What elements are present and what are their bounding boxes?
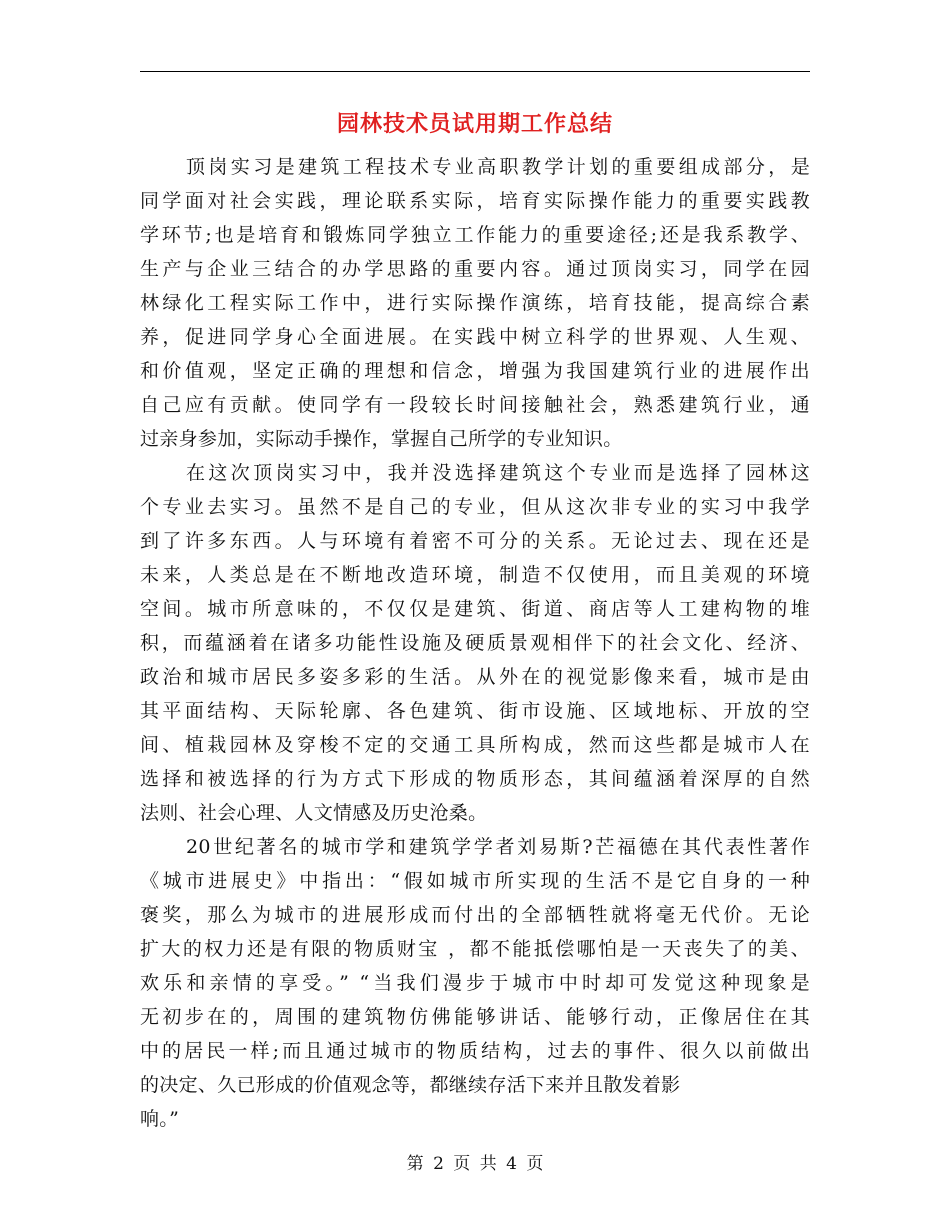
page-number-footer: 第 2 页 共 4 页 <box>406 1154 544 1174</box>
paragraph-2-line-2: 个专业去实习。虽然不是自己的专业，但从这次非专业的实习中我学 <box>140 496 810 518</box>
paragraph-1-line-5: 林绿化工程实际工作中，进行实际操作演练，培育技能，提高综合素 <box>140 292 810 314</box>
paragraph-2-line-3: 到了许多东西。人与环境有着密不可分的关系。无论过去、现在还是 <box>140 530 810 552</box>
paragraph-3-line-6: 无初步在的，周围的建筑物仿佛能够讲话、能够行动，正像居住在其 <box>140 1006 810 1028</box>
paragraph-3-line-2: 《城市进展史》中指出：“假如城市所实现的生活不是它自身的一种 <box>140 870 810 892</box>
paragraph-2-line-5: 空间。城市所意味的，不仅仅是建筑、街道、商店等人工建构物的堆 <box>140 598 810 620</box>
paragraph-2-line-1: 在这次顶岗实习中，我并没选择建筑这个专业而是选择了园林这 <box>186 462 810 484</box>
document-title: 园林技术员试用期工作总结 <box>336 111 613 137</box>
paragraph-2-line-9: 间、植栽园林及穿梭不定的交通工具所构成，然而这些都是城市人在 <box>140 734 810 756</box>
paragraph-2-line-7: 政治和城市居民多姿多彩的生活。从外在的视觉影像来看，城市是由 <box>140 666 810 688</box>
paragraph-3-line-9: 响。” <box>140 1108 180 1130</box>
paragraph-2-line-8: 其平面结构、天际轮廓、各色建筑、街市设施、区域地标、开放的空 <box>140 700 810 722</box>
paragraph-3-line-3: 褒奖，那么为城市的进展形成而付出的全部牺牲就将毫无代价。无论 <box>140 904 810 926</box>
paragraph-1-line-8: 自己应有贡献。使同学有一段较长时间接触社会，熟悉建筑行业，通 <box>140 394 810 416</box>
paragraph-2-line-4: 未来，人类总是在不断地改造环境，制造不仅使用，而且美观的环境 <box>140 564 810 586</box>
paragraph-3-line-4: 扩大的权力还是有限的物质财宝 ，都不能抵偿哪怕是一天丧失了的美、 <box>140 938 810 960</box>
header-rule <box>140 71 810 72</box>
paragraph-2-line-11: 法则、社会心理、人文情感及历史沧桑。 <box>140 802 488 824</box>
paragraph-1-line-6: 养，促进同学身心全面进展。在实践中树立科学的世界观、人生观、 <box>140 326 810 348</box>
paragraph-1-line-4: 生产与企业三结合的办学思路的重要内容。通过顶岗实习，同学在园 <box>140 258 810 280</box>
paragraph-3-line-7: 中的居民一样;而且通过城市的物质结构，过去的事件、很久以前做出 <box>140 1040 810 1062</box>
paragraph-1-line-3: 学环节;也是培育和锻炼同学独立工作能力的重要途径;还是我系教学、 <box>140 224 810 246</box>
paragraph-1-line-2: 同学面对社会实践，理论联系实际，培育实际操作能力的重要实践教 <box>140 190 810 212</box>
paragraph-1-line-1: 顶岗实习是建筑工程技术专业高职教学计划的重要组成部分，是 <box>186 156 810 178</box>
paragraph-3-line-5: 欢乐和亲情的享受。” “当我们漫步于城市中时却可发觉这种现象是 <box>140 972 810 994</box>
paragraph-1-line-9: 过亲身参加，实际动手操作，掌握自己所学的专业知识。 <box>140 428 623 450</box>
paragraph-1-line-7: 和价值观，坚定正确的理想和信念，增强为我国建筑行业的进展作出 <box>140 360 810 382</box>
paragraph-3-line-1: 20世纪著名的城市学和建筑学学者刘易斯?芒福德在其代表性著作 <box>186 836 810 858</box>
paragraph-2-line-10: 选择和被选择的行为方式下形成的物质形态，其间蕴涵着深厚的自然 <box>140 768 810 790</box>
paragraph-3-line-8: 的决定、久已形成的价值观念等，都继续存活下来并且散发着影 <box>140 1074 681 1096</box>
paragraph-2-line-6: 积，而蕴涵着在诸多功能性设施及硬质景观相伴下的社会文化、经济、 <box>140 632 810 654</box>
document-body <box>140 150 810 1136</box>
